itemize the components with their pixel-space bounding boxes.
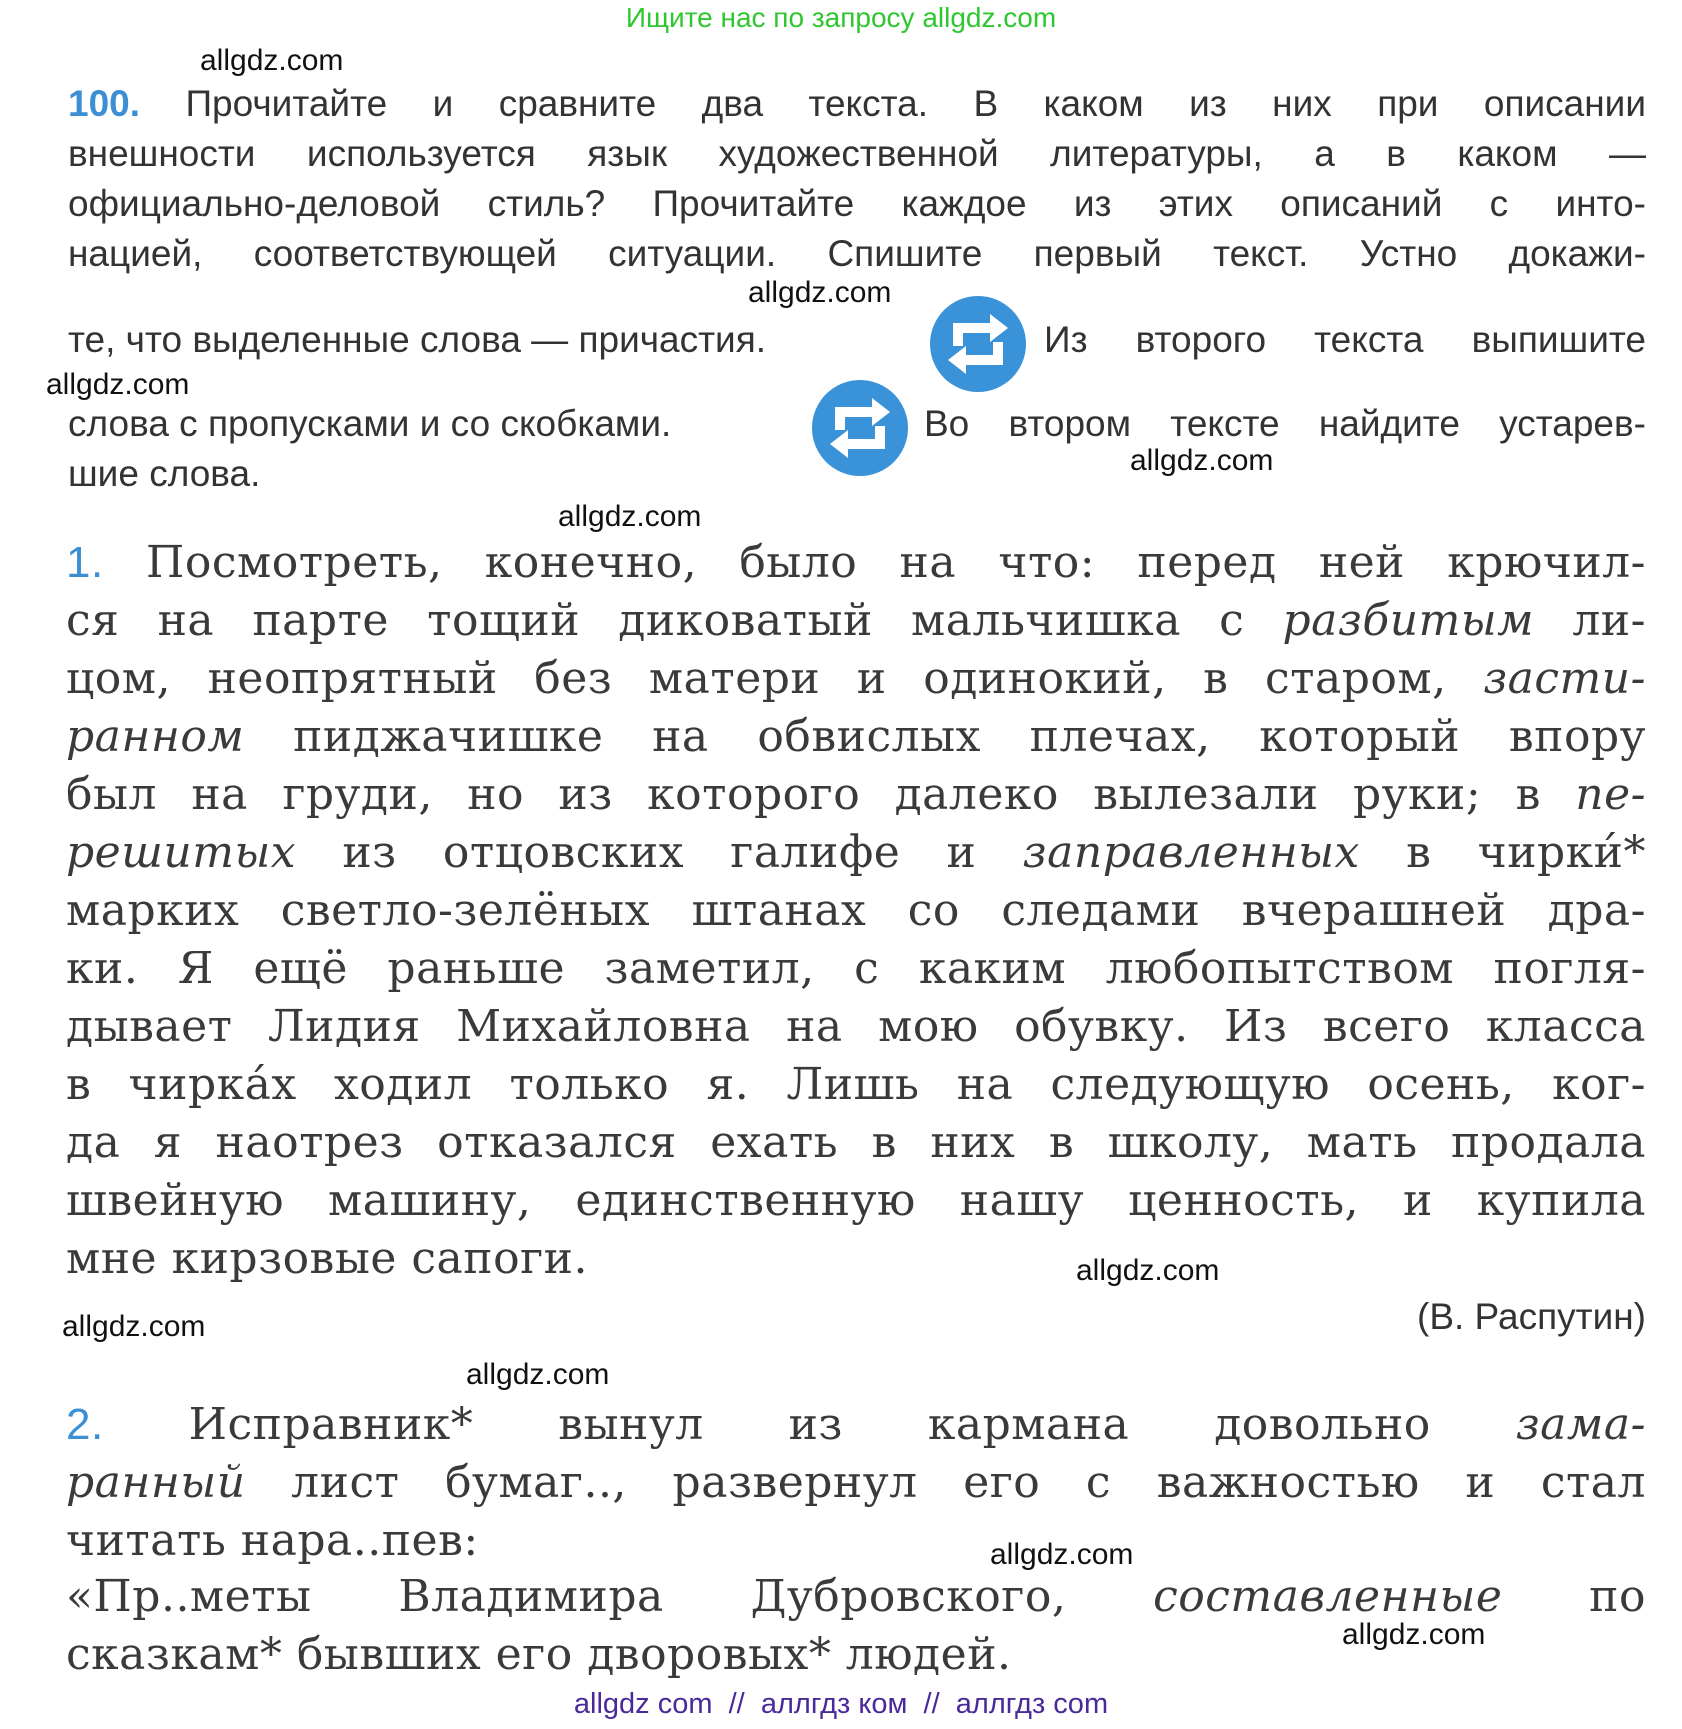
text1-line: дывает Лидия Михайловна на мою обувку. Из всего класса xyxy=(66,1001,1646,1052)
watermark: allgdz.com xyxy=(200,44,344,77)
watermark: allgdz.com xyxy=(1342,1618,1486,1651)
top-banner[interactable]: Ищите нас по запросу allgdz.com xyxy=(625,2,1057,33)
watermark: allgdz.com xyxy=(990,1538,1134,1571)
bottom-banner[interactable]: allgdz com // аллгдз ком // аллгдз com xyxy=(573,1688,1109,1720)
watermark: allgdz.com xyxy=(1130,444,1274,477)
text2-line: читать нара..пев: xyxy=(66,1515,479,1566)
text2-line: ранный лист бумаг.., развернул его с важностью и стал xyxy=(66,1457,1646,1508)
text2-number: 2. xyxy=(66,1400,104,1449)
task-line: те, что выделенные слова — причастия. xyxy=(68,319,767,360)
watermark: allgdz.com xyxy=(1076,1254,1220,1287)
task-line: Во втором тексте найдите устарев- xyxy=(924,403,1646,444)
text1-line: в чирка́х ходил только я. Лишь на следующую осень, ког- xyxy=(66,1059,1646,1110)
task-number: 100. xyxy=(68,83,141,124)
task-line: официально-деловой стиль? Прочитайте каждое из этих описаний с инто- xyxy=(68,183,1646,224)
task-line: шие слова. xyxy=(68,453,261,494)
text1-line: цом, неопрятный без матери и одинокий, в старом, засти- xyxy=(66,653,1646,704)
text2-line: сказкам* бывших его дворовых* людей. xyxy=(66,1629,1012,1680)
text2-line: 2. Исправник* вынул из кармана довольно зама- xyxy=(66,1399,1646,1450)
watermark: allgdz.com xyxy=(62,1310,206,1343)
watermark: allgdz.com xyxy=(558,500,702,533)
text1-line: мне кирзовые сапоги. xyxy=(66,1233,588,1284)
text1-line: ся на парте тощий диковатый мальчишка с разбитым ли- xyxy=(66,595,1646,646)
text2-line: «Пр..меты Владимира Дубровского, составленные по xyxy=(66,1571,1646,1622)
text1-line: швейную машину, единственную нашу ценность, и купила xyxy=(66,1175,1646,1226)
text1-line: да я наотрез отказался ехать в них в школу, мать продала xyxy=(66,1117,1646,1168)
text1-number: 1. xyxy=(66,538,104,587)
task-line: внешности используется язык художественной литературы, а в каком — xyxy=(68,133,1646,174)
text1-line: ранном пиджачишке на обвислых плечах, который впору xyxy=(66,711,1646,762)
watermark: allgdz.com xyxy=(466,1358,610,1391)
watermark: allgdz.com xyxy=(748,276,892,309)
task-line: 100. Прочитайте и сравните два текста. В каком из них при описании xyxy=(68,83,1647,124)
watermark: allgdz.com xyxy=(46,368,190,401)
text1-line: 1. Посмотреть, конечно, было на что: перед ней крючил- xyxy=(66,537,1646,588)
text1-line: решитых из отцовских галифе и заправленных в чирки́* xyxy=(66,827,1647,878)
task-line: слова с пропусками и со скобками. xyxy=(68,403,672,444)
rotate-arrows-icon xyxy=(930,296,1026,392)
task-line: Из второго текста выпишите xyxy=(1044,319,1646,360)
text1-line: марких светло-зелёных штанах со следами вчерашней дра- xyxy=(66,885,1646,936)
task-line: нацией, соответствующей ситуации. Спишите первый текст. Устно докажи- xyxy=(68,233,1646,274)
text1-line: ки. Я ещё раньше заметил, с каким любопытством погля- xyxy=(66,943,1646,994)
text1-line: был на груди, но из которого далеко вылезали руки; в пе- xyxy=(66,769,1646,820)
text1-author: (В. Распутин) xyxy=(1417,1296,1646,1337)
